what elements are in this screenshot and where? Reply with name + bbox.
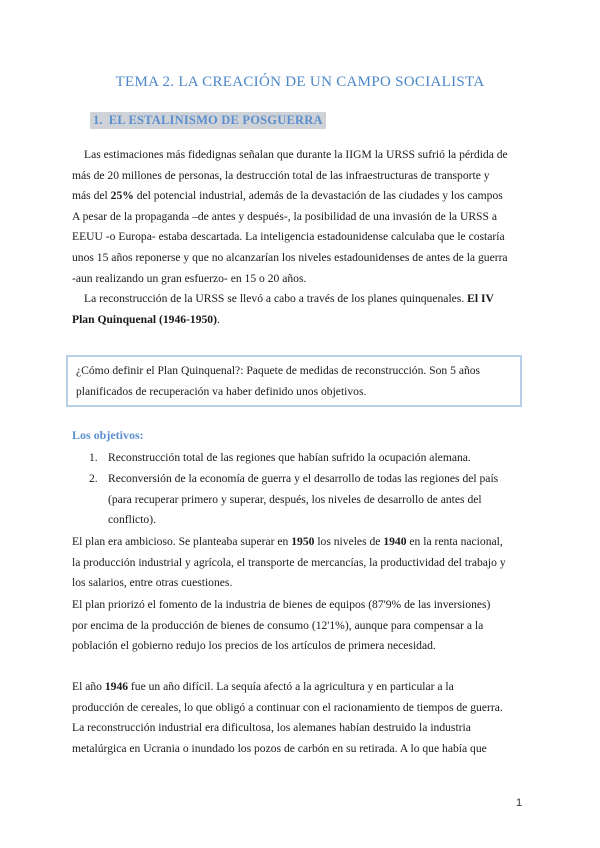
paragraph-losses xyxy=(72,145,527,289)
text-line: EEUU -o Europa- estaba descartada. La inteligencia estadounidense calculaba que le costaría xyxy=(72,230,505,244)
text-line: metalúrgica en Ucrania o inundado los pozos de carbón en su retirada. A lo que había que xyxy=(72,741,487,755)
text-line: -aun realizando un gran esfuerzo- en 15 o 20 años. xyxy=(72,271,307,285)
list-number: 2. xyxy=(89,472,98,485)
text-line: más del 25% del potencial industrial, además de la devastación de las ciudades y los campos xyxy=(72,189,503,203)
list-number: 1. xyxy=(89,451,98,464)
paragraph-priorities xyxy=(72,595,527,657)
paragraph-reconstruction xyxy=(72,289,527,330)
text-line: unos 15 años reponerse y que no alcanzarían los niveles estadounidenses de antes de la guerra xyxy=(72,250,508,264)
text-line: A pesar de la propaganda –de antes y después-, la posibilidad de una invasión de la URSS a xyxy=(72,209,498,223)
text-line: El plan era ambicioso. Se planteaba superar en 1950 los niveles de 1940 en la renta nacional, xyxy=(72,535,503,548)
text-line: La reconstrucción industrial era dificultosa, los alemanes habían destruido la industria xyxy=(72,721,471,735)
text-line: los salarios, entre otras cuestiones. xyxy=(72,576,233,590)
text-line: Plan Quinquenal (1946-1950). xyxy=(72,312,220,326)
list-item xyxy=(72,469,527,531)
text-line: por encima de la producción de bienes de consumo (12'1%), aunque para compensar a la xyxy=(72,618,484,632)
list-text: (para recuperar primero y superar, después, los niveles de desarrollo de antes del xyxy=(108,492,482,506)
page-number: 1 xyxy=(516,797,523,809)
document-title: TEMA 2. LA CREACIÓN DE UN CAMPO SOCIALISTA xyxy=(115,74,485,90)
text-line: El año 1946 fue un año difícil. La sequía afectó a la agricultura y en particular a la xyxy=(72,680,454,693)
text-line: Las estimaciones más fidedignas señalan que durante la IIGM la URSS sufrió la pérdida de xyxy=(84,148,508,161)
section-label: EL ESTALINISMO DE POSGUERRA xyxy=(108,113,323,127)
text-line: población el gobierno redujo los precios de los artículos de primera necesidad. xyxy=(72,639,436,653)
section-number: 1. xyxy=(93,113,103,127)
text-line: más de 20 millones de personas, la destrucción total de las infraestructuras de transporte y xyxy=(72,168,490,182)
definition-box xyxy=(66,355,522,407)
list-text: Reconversión de la economía de guerra y el desarrollo de todas las regiones del país xyxy=(108,472,499,485)
text-line: planificados de recuperación va haber definido unos objetivos. xyxy=(76,384,367,398)
text-line: La reconstrucción de la URSS se llevó a cabo a través de los planes quinquenales. El IV xyxy=(84,292,494,305)
list-text: Reconstrucción total de las regiones que habían sufrido la ocupación alemana. xyxy=(108,451,471,464)
text-line: la producción industrial y agrícola, el transporte de mercancías, la productividad del trabajo y xyxy=(72,555,506,569)
objectives-heading: Los objetivos: xyxy=(72,428,144,442)
text-line: ¿Cómo definir el Plan Quinquenal?: Paquete de medidas de reconstrucción. Son 5 años xyxy=(76,364,481,377)
text-line: producción de cereales, lo que obligó a continuar con el racionamiento de tiempos de guerra. xyxy=(72,700,503,714)
text-line: El plan priorizó el fomento de la industria de bienes de equipos (87'9% de las inversiones) xyxy=(72,598,491,611)
paragraph-1946 xyxy=(72,677,527,759)
paragraph-plan-goals xyxy=(72,532,527,594)
list-text: conflicto). xyxy=(108,513,156,527)
section-heading xyxy=(90,112,326,129)
